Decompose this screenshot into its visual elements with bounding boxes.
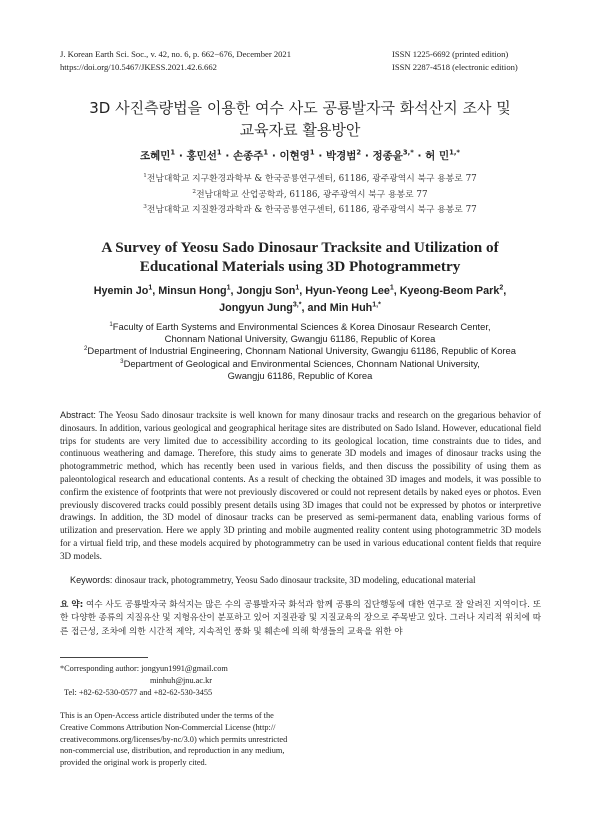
author-name: Hyun-Yeong Lee: [305, 285, 390, 297]
affiliation-line: $^2$Department of Industrial Engineering, Chonnam National University, Gwangju 61186, Republic of Korea: [84, 345, 516, 357]
affiliation-line: $^1$Faculty of Earth Systems and Environmental Sciences & Korea Dinosaur Research Center,: [109, 320, 491, 332]
affiliation-line: $^2$전남대학교 산업공학과, 61186, 광주광역시 북구 용봉로 77: [192, 188, 428, 200]
license-line: This is an Open-Access article distributed under the terms of the: [60, 711, 274, 720]
affiliation-line: Chonnam National University, Gwangju 61186, Republic of Korea: [164, 333, 436, 345]
author-name: Jongyun Jung: [219, 301, 293, 314]
footnote-divider: [60, 657, 148, 658]
korean-summary: [60, 599, 541, 639]
keywords-text: dinosaur track, photogrammetry, Yeosu Sado dinosaur tracksite, 3D modeling, educational material: [114, 575, 476, 585]
affiliation-line: Gwangju 61186, Republic of Korea: [227, 369, 373, 381]
author-separator: ·: [314, 150, 326, 162]
korean-affiliations: [100, 172, 520, 219]
corresponding-author-footnote: [60, 663, 320, 698]
korean-summary-label: 요 약:: [60, 600, 84, 610]
author-affil-mark: 1: [309, 148, 315, 157]
abstract: [60, 409, 541, 563]
korean-authors: [40, 148, 560, 163]
korean-title-line: 3D 사진측량법을 이용한 여수 사도 공룡발자국 화석산지 조사 및: [89, 99, 511, 117]
corresponding-email: *Corresponding author: jongyun1991@gmail.com: [60, 664, 228, 673]
author-affil-mark: 3,*: [402, 148, 414, 157]
abstract-text: The Yeosu Sado dinosaur tracksite is well known for many dinosaur tracks and research on the gregarious behavior of dinosaurs. In addition, various geological and geographical heritage sites are distributed on Sado Island. However, educational field trips for students are very limited due to accessibility according to its geological location, time constraints due to tides, and continuous weathering and damage. Therefore, this study aims to generate 3D models and images of dinosaur tracks using the photogrammetric method, which has recently been used in various fields, and then discuss the possibility of using them as paleontological research and educational contents. As a result of checking the obtained 3D images and models, it was possible to confirm the existence of footprints that were not previously discovered or could not represent details by naked eyes or photos. Even previously discovered tracks could possibly present details using 3D images that could not be expressed by photos or interpretive drawings. In addition, the 3D model of dinosaur tracks can be preserved as semi-permanent data, enabling various forms of utilization and preservation. Here we apply 3D printing and mobile augmented reality content using photogrammetric 3D models for a virtual field trip, and these models acquired by photogrammetry can be used in various educational content fields that require 3D models.: [60, 410, 541, 561]
affiliation-line: $^3$Department of Geological and Environmental Sciences, Chonnam National University,: [120, 357, 480, 369]
license-line: non-commercial use, distribution, and reproduction in any medium,: [60, 746, 285, 756]
license-notice: [60, 710, 350, 769]
korean-title: [40, 97, 560, 141]
author-affil-mark: 2: [356, 148, 362, 157]
korean-title-line: 교육자료 활용방안: [239, 121, 361, 139]
author-affil-mark: 1: [216, 148, 222, 157]
license-line: provided the original work is properly cited.: [60, 758, 207, 768]
author-separator: ·: [175, 150, 187, 162]
affiliation-line: $^3$전남대학교 지질환경과학과 & 한국공룡연구센터, 61186, 광주광역시 북구 용봉로 77: [143, 204, 477, 215]
affiliation-line: $^1$전남대학교 지구환경과학부 & 한국공룡연구센터, 61186, 광주광역시 북구 용봉로 77: [143, 173, 477, 184]
citation-line: J. Korean Earth Sci. Soc., v. 42, no. 6, p. 662−676, December 2021: [60, 49, 292, 59]
korean-summary-text: 여수 사도 공룡발자국 화석지는 많은 수의 공룡발자국 화석과 함께 공룡의 집단행동에 대한 연구로 잘 알려진 지역이다. 또한 다양한 종류의 지질유산 및 지형유산이 분포하고 있어 지질관광 및 지질교육의 장으로 주목받고 있다. 그러나 지리적 위치에 따른 접근성, 조차에 의한 시간적 제약, 지속적인 풍화 및 훼손에 의해 학생들의 교육을 위한 야: [60, 600, 541, 637]
author-name: 이현영: [279, 150, 310, 162]
author-name: 박경범: [325, 150, 357, 162]
keywords: [70, 574, 540, 586]
author-name: 조혜민: [139, 150, 171, 162]
author-separator: ·: [361, 150, 373, 162]
english-title-line: A Survey of Yeosu Sado Dinosaur Tracksite and Utilization of: [101, 239, 499, 256]
author-name: Minsun Hong: [158, 285, 227, 297]
author-name: Min Huh: [329, 301, 373, 314]
english-title-line: Educational Materials using 3D Photogrammetry: [139, 258, 461, 275]
issn-print: ISSN 1225-6692 (printed edition): [392, 49, 509, 59]
author-name: 허 민: [425, 150, 450, 162]
english-title: [40, 238, 560, 276]
author-name: 홍민선: [186, 150, 217, 162]
author-affil-mark: 1,*: [449, 148, 460, 157]
author-name: Jongju Son: [236, 285, 296, 297]
keywords-label: Keywords:: [70, 575, 113, 585]
license-line: creativecommons.org/licenses/by-nc/3.0) which permits unrestricted: [60, 734, 288, 744]
english-authors: Hyemin Jo$^1$, Minsun Hong$^1$, Jongju Son$^1$, Hyun-Yeong Lee$^1$, Kyeong-Beom Park$^2$, Jongyun Jung$^{3,*}$, and Min Huh$^{1,*}$: [93, 284, 507, 314]
abstract-label: Abstract:: [60, 410, 96, 420]
author-name: 손종주: [232, 150, 264, 162]
author-separator: ·: [268, 150, 280, 162]
author-affil-mark: 1: [170, 148, 176, 157]
author-name: Hyemin Jo: [93, 285, 149, 297]
license-line: Creative Commons Attribution Non-Commercial License (http://: [60, 722, 276, 732]
telephone: Tel: +82-62-530-0577 and +82-62-530-3455: [64, 687, 213, 697]
doi-link[interactable]: https://doi.org/10.5467/JKESS.2021.42.6.662: [60, 61, 217, 72]
issn-electronic: ISSN 2287-4518 (electronic edition): [392, 61, 518, 72]
author-name: 정종윤: [372, 150, 403, 162]
journal-citation-header: [60, 48, 291, 73]
author-separator: ·: [221, 150, 233, 162]
issn-header: [392, 48, 518, 73]
author-separator: ·: [413, 150, 426, 162]
author-name: Kyeong-Beom Park: [399, 285, 500, 297]
english-affiliations: [50, 321, 550, 382]
secondary-email: minhuh@jnu.ac.kr: [150, 675, 213, 685]
author-affil-mark: 1: [263, 148, 269, 157]
